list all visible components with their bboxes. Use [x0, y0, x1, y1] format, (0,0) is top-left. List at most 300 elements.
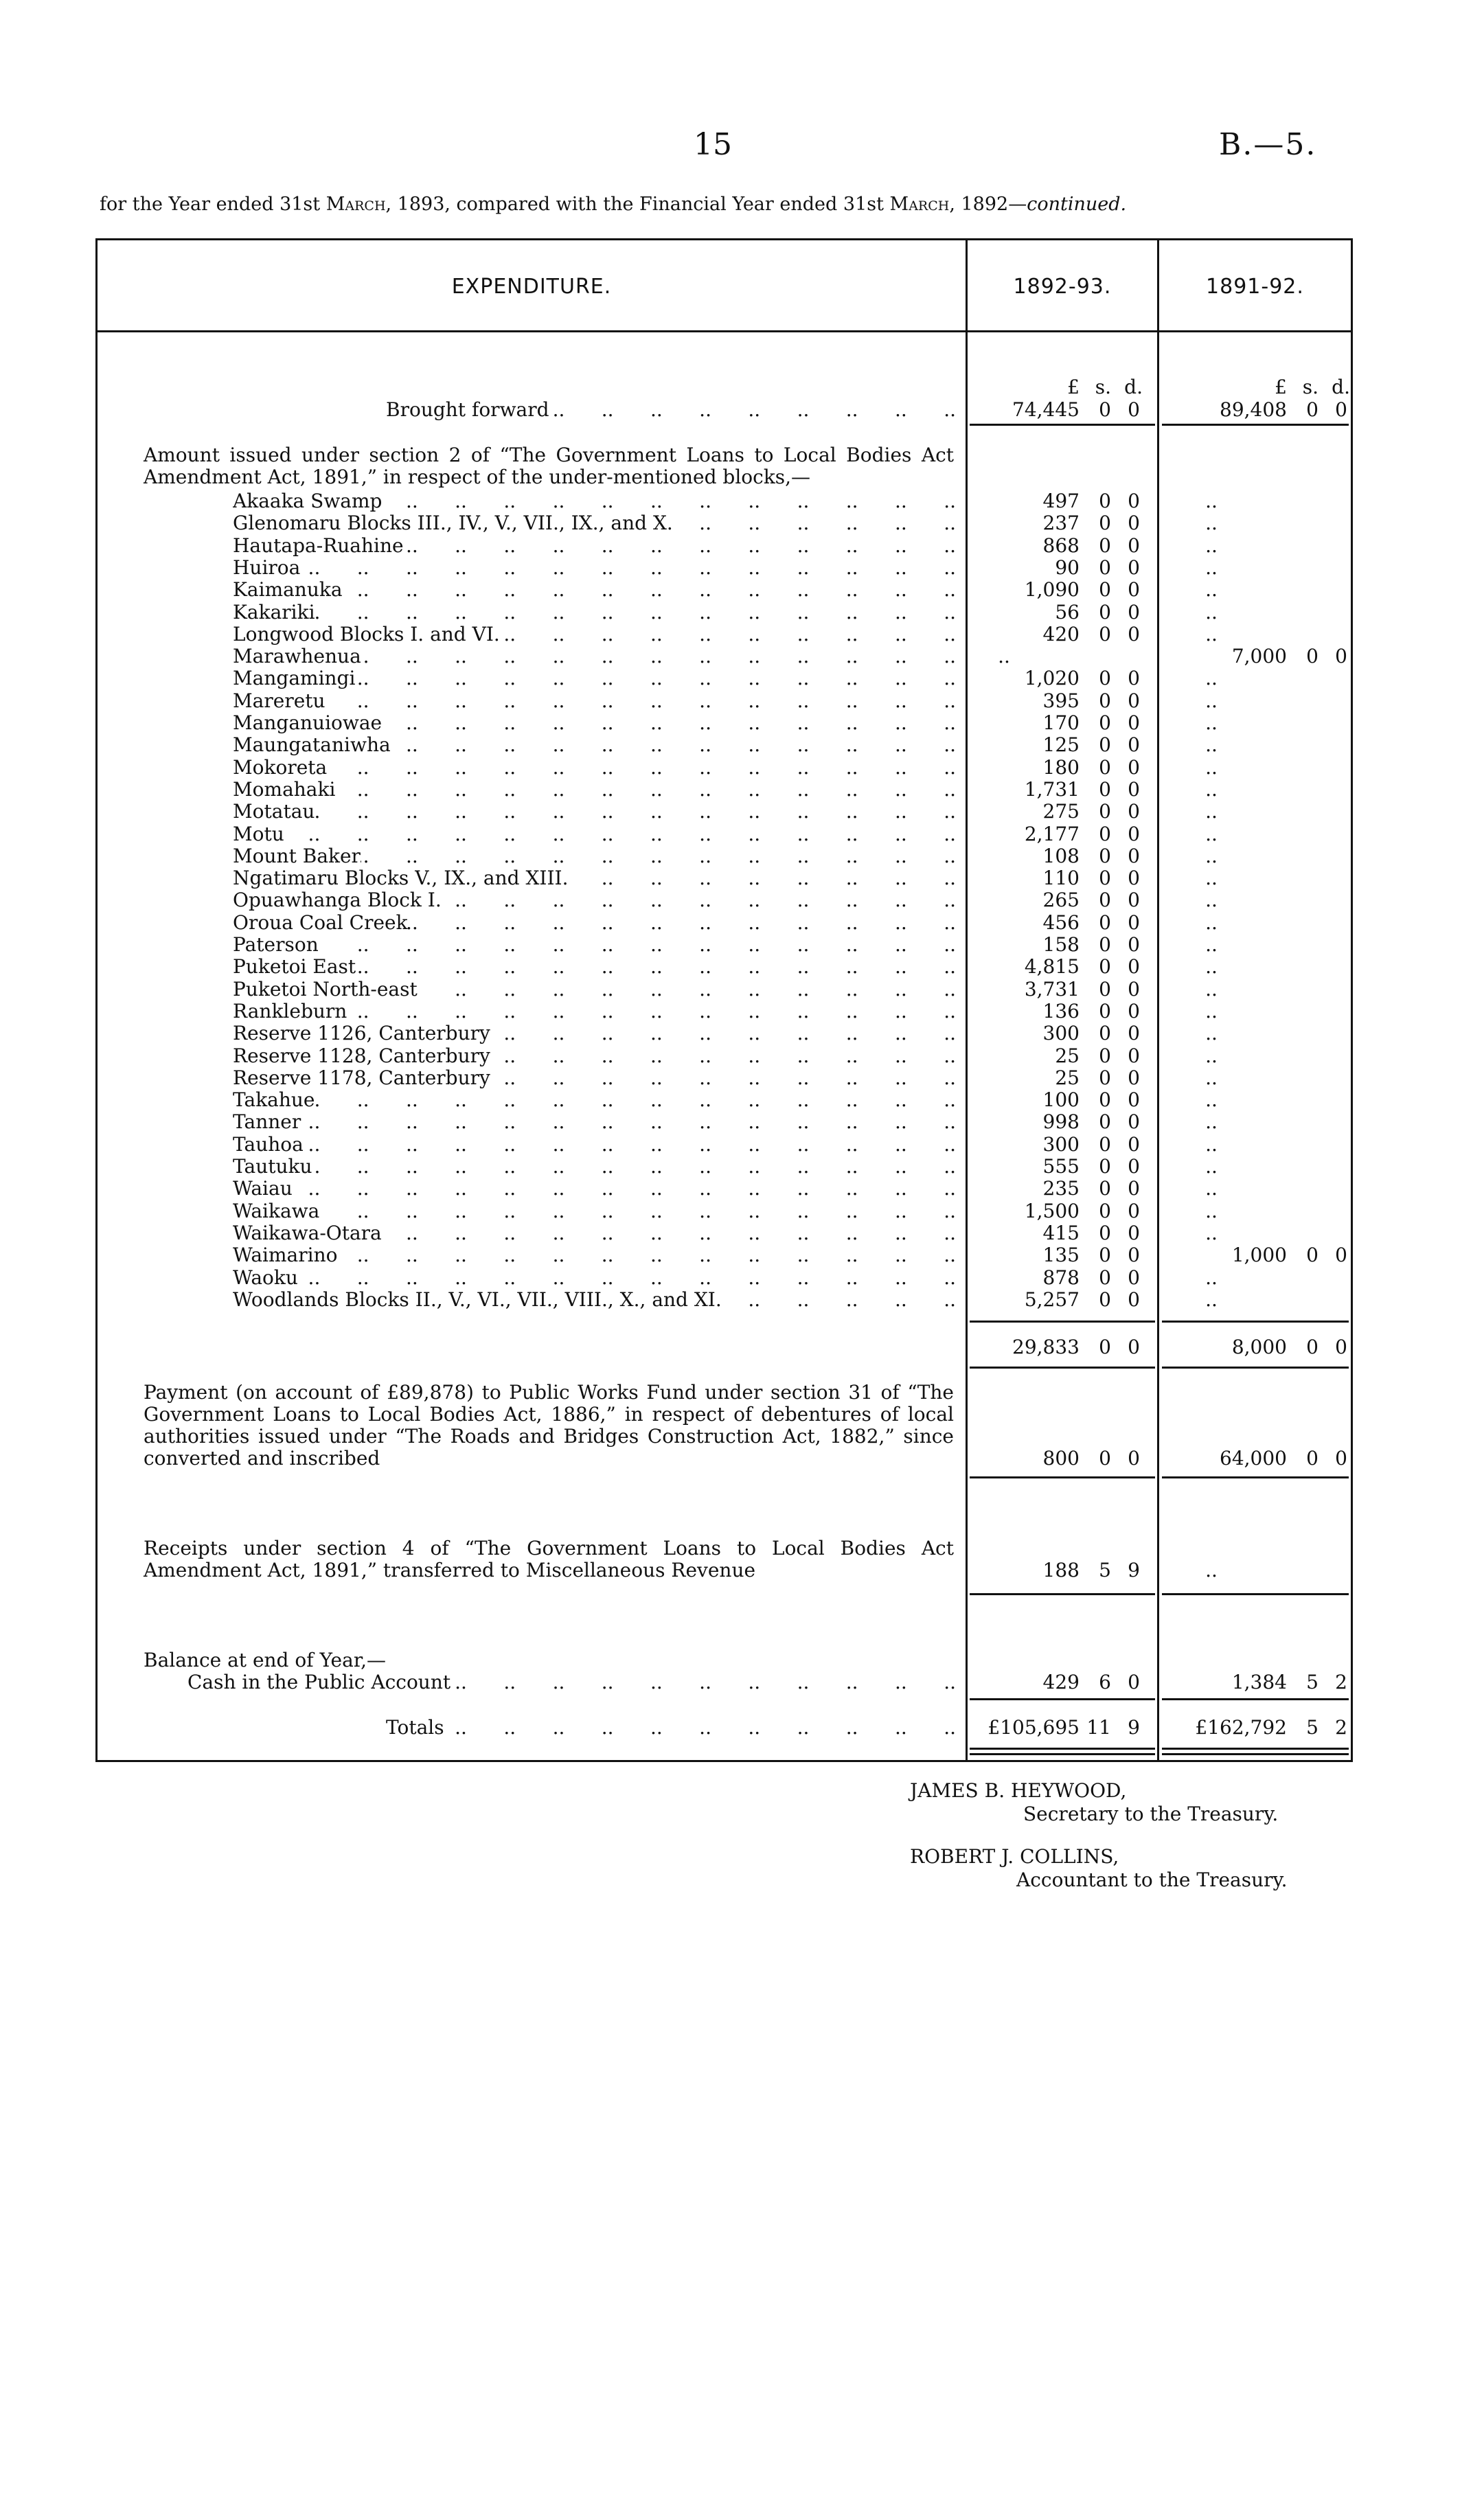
a-pence: 0 [1128, 777, 1140, 801]
a-pence: 0 [1128, 977, 1140, 1001]
row-label-text: Oroua Coal Creek [233, 911, 408, 934]
a-pounds: 100 [1042, 1088, 1080, 1112]
block-row [98, 1022, 1351, 1044]
row-label-text: Tautuku [233, 1156, 312, 1178]
row-label-text: Opuawhanga Block I. [233, 889, 442, 912]
block-row [98, 979, 1351, 1001]
signatory-title: Secretary to the Treasury. [1023, 1803, 1279, 1825]
b-pounds: 1,000 [1231, 1244, 1287, 1267]
a-pence: 0 [1128, 1066, 1140, 1089]
a-nil: .. [998, 645, 1010, 668]
b-nil: .. [1205, 1022, 1218, 1045]
dot-leader [335, 779, 956, 801]
b-pounds: 8,000 [1231, 1336, 1287, 1358]
balance-heading: Balance at end of Year,— [144, 1649, 387, 1671]
block-row [98, 823, 1351, 845]
dot-leader [312, 1156, 956, 1178]
b-nil: .. [1205, 822, 1218, 845]
a-pounds: 1,731 [1024, 777, 1080, 801]
block-row [98, 1156, 1351, 1178]
dot-leader [404, 535, 956, 557]
b-nil: .. [1205, 1155, 1218, 1178]
sum-rule [970, 1698, 1155, 1700]
subtitle-text: for the Year ended 31st [100, 194, 326, 215]
row-label [233, 956, 956, 978]
block-row [98, 602, 1351, 624]
dot-leader [319, 934, 956, 956]
row-label-text: Waikawa [233, 1200, 320, 1222]
a-pence: 0 [1128, 999, 1140, 1022]
row-label-text: Manganuiowae [233, 712, 383, 734]
payment-row [98, 1448, 1351, 1470]
b-nil: .. [1205, 1288, 1218, 1311]
dot-leader [382, 490, 956, 512]
a-shillings: 0 [1099, 1288, 1111, 1311]
b-shillings: 0 [1306, 645, 1319, 668]
row-label [386, 1717, 956, 1739]
block-row [98, 1089, 1351, 1111]
a-pounds: 395 [1042, 689, 1080, 712]
row-label-text: Mount Baker [233, 845, 361, 867]
b-nil: .. [1205, 667, 1218, 690]
a-pounds: 415 [1042, 1221, 1080, 1244]
dot-leader [301, 1111, 956, 1133]
subtitle-month: March [326, 194, 386, 215]
sum-rule [970, 424, 1155, 426]
row-label-text: Takahue [233, 1089, 315, 1112]
block-row [98, 934, 1351, 956]
b-shillings: 5 [1306, 1716, 1319, 1739]
a-pence: 0 [1128, 490, 1140, 512]
block-row [98, 1067, 1351, 1089]
a-pounds: 1,020 [1024, 667, 1080, 690]
sum-rule [970, 1367, 1155, 1369]
expenditure-table [95, 238, 1353, 1762]
row-label [233, 1156, 956, 1178]
a-shillings: 0 [1099, 1199, 1111, 1222]
row-label [233, 779, 956, 801]
row-label-text: Maungataniwha [233, 734, 391, 757]
b-shillings: 0 [1306, 398, 1319, 421]
dot-leader [408, 912, 956, 934]
a-pounds: 456 [1042, 911, 1080, 934]
a-pounds: 135 [1042, 1244, 1080, 1267]
sum-rule [1162, 1321, 1349, 1323]
b-nil: .. [1205, 600, 1218, 624]
unit-pence: d. [1124, 376, 1143, 398]
payment-text: Payment (on account of £89,878) to Public Works Fund under section 31 of “The Government Loans to Local Bodies Act, 1886,” in respect of debentures of local authorities issued under “The Roads and Bridges Construction Act, 1882,” since converted and inscribed [144, 1381, 954, 1470]
dot-leader [356, 956, 956, 978]
dot-leader [347, 1001, 956, 1022]
row-label [233, 1244, 956, 1266]
unit-shillings: s. [1302, 376, 1319, 398]
b-pence: 0 [1335, 645, 1347, 668]
dot-leader [355, 667, 956, 689]
dot-leader [490, 1067, 956, 1089]
dot-leader [298, 1267, 956, 1289]
row-label-text: Puketoi East [233, 956, 356, 979]
dot-leader [319, 1200, 956, 1222]
row-label-text: Waikawa-Otara [233, 1222, 382, 1244]
row-label [233, 624, 956, 645]
a-shillings: 0 [1099, 867, 1111, 890]
row-label-text: Ngatimaru Blocks V., IX., and XIII. [233, 867, 569, 890]
a-pounds: 56 [1055, 600, 1080, 624]
row-label-text: Rankleburn [233, 1000, 347, 1022]
a-pounds: 235 [1042, 1177, 1080, 1200]
dot-leader [315, 801, 956, 823]
block-row [98, 1001, 1351, 1022]
row-label [233, 1267, 956, 1289]
a-shillings: 5 [1099, 1559, 1111, 1581]
row-label [233, 712, 956, 734]
document-reference: B.—5. [1219, 127, 1317, 162]
b-shillings: 5 [1306, 1671, 1319, 1693]
a-shillings: 0 [1099, 622, 1111, 645]
row-label [233, 1289, 956, 1311]
row-label [233, 734, 956, 756]
b-nil: .. [1205, 889, 1218, 912]
sum-rule [98, 1760, 1351, 1762]
row-label [386, 399, 956, 421]
a-pounds: 3,731 [1024, 977, 1080, 1001]
a-shillings: 0 [1099, 933, 1111, 956]
dot-leader [568, 867, 956, 889]
block-row [98, 801, 1351, 823]
row-label-text: Waoku [233, 1266, 298, 1289]
row-label [233, 867, 956, 889]
a-pounds: 265 [1042, 889, 1080, 912]
row-label-text: Brought forward [386, 399, 549, 421]
a-shillings: 0 [1099, 1022, 1111, 1045]
b-pence: 0 [1335, 1336, 1347, 1358]
header-expenditure: EXPENDITURE. [451, 275, 612, 299]
a-shillings: 0 [1099, 733, 1111, 757]
subtitle-continued: continued. [1027, 194, 1127, 215]
b-nil: .. [1205, 1132, 1218, 1156]
a-shillings: 0 [1099, 1177, 1111, 1200]
dot-leader [361, 845, 956, 867]
row-label [233, 801, 956, 823]
a-pence: 0 [1128, 1199, 1140, 1222]
b-nil: .. [1205, 777, 1218, 801]
dot-leader [444, 1717, 956, 1739]
row-label-text: Huiroa [233, 556, 301, 579]
a-shillings: 0 [1099, 755, 1111, 779]
block-row [98, 889, 1351, 911]
sum-rule [1162, 1476, 1349, 1478]
a-pounds: 878 [1042, 1266, 1080, 1289]
blocks-subtotal-row [98, 1336, 1351, 1358]
b-nil: .. [1205, 711, 1218, 734]
row-label-text: Waiau [233, 1178, 293, 1200]
row-label [233, 912, 956, 934]
a-pounds: 1,090 [1024, 578, 1080, 602]
a-pence: 0 [1128, 1336, 1140, 1358]
row-label [233, 1067, 956, 1089]
block-row [98, 557, 1351, 579]
a-pounds: 158 [1042, 933, 1080, 956]
b-nil: .. [1205, 1221, 1218, 1244]
b-pounds: 7,000 [1231, 645, 1287, 668]
block-row [98, 1222, 1351, 1244]
a-shillings: 0 [1099, 1044, 1111, 1067]
row-label-text: Akaaka Swamp [233, 490, 383, 512]
b-shillings: 0 [1306, 1336, 1319, 1358]
sum-rule [970, 1476, 1155, 1478]
a-pence: 0 [1128, 578, 1140, 602]
a-pence: 0 [1128, 667, 1140, 690]
row-label-text: Waimarino [233, 1244, 338, 1267]
a-pounds: 300 [1042, 1022, 1080, 1045]
dot-leader [382, 1222, 956, 1244]
a-shillings: 0 [1099, 977, 1111, 1001]
row-label [233, 1089, 956, 1111]
a-shillings: 0 [1099, 600, 1111, 624]
row-label [233, 1022, 956, 1044]
a-shillings: 0 [1099, 689, 1111, 712]
b-pence: 0 [1335, 1244, 1347, 1267]
a-shillings: 0 [1099, 490, 1111, 512]
row-label-text: Reserve 1126, Canterbury [233, 1022, 490, 1045]
a-shillings: 0 [1099, 1110, 1111, 1134]
a-shillings: 0 [1099, 777, 1111, 801]
a-shillings: 0 [1099, 955, 1111, 979]
table-subtitle [100, 194, 1126, 215]
row-label [233, 490, 956, 512]
row-label [233, 602, 956, 624]
b-pounds: £162,792 [1195, 1716, 1287, 1739]
sum-rule [970, 1593, 1155, 1595]
receipts-row [98, 1559, 1351, 1581]
row-label-text: Reserve 1178, Canterbury [233, 1066, 490, 1089]
dot-leader [442, 889, 956, 911]
row-label-text: Longwood Blocks I. and VI. [233, 623, 500, 645]
row-label-text: Momahaki [233, 778, 336, 801]
unit-pence: d. [1332, 376, 1350, 398]
b-nil: .. [1205, 1266, 1218, 1289]
row-label [233, 1200, 956, 1222]
block-row [98, 757, 1351, 779]
unit-shillings: s. [1095, 376, 1111, 398]
a-pence: 0 [1128, 1132, 1140, 1156]
receipts-text: Receipts under section 4 of “The Government Loans to Local Bodies Act Amendment Act, 1891,” transferred to Miscellaneous Revenue [144, 1537, 954, 1581]
dot-leader [490, 1022, 956, 1044]
b-pence: 0 [1335, 398, 1347, 421]
b-nil: .. [1205, 556, 1218, 579]
a-pounds: £105,695 [988, 1716, 1080, 1739]
unit-pounds: £ [1275, 376, 1287, 398]
b-pence: 2 [1335, 1671, 1347, 1693]
unit-pounds: £ [1067, 376, 1080, 398]
a-pounds: 2,177 [1024, 822, 1080, 845]
a-pence: 0 [1128, 733, 1140, 757]
row-label [233, 1001, 956, 1022]
sum-rule [1162, 1698, 1349, 1700]
block-row [98, 1289, 1351, 1311]
b-nil: .. [1205, 1199, 1218, 1222]
a-shillings: 0 [1099, 711, 1111, 734]
a-pence: 0 [1128, 1044, 1140, 1067]
a-pounds: 5,257 [1024, 1288, 1080, 1311]
a-pounds: 136 [1042, 999, 1080, 1022]
row-label-text: Hautapa-Ruahine [233, 534, 404, 557]
a-pounds: 108 [1042, 844, 1080, 867]
a-pence: 0 [1128, 1022, 1140, 1045]
block-row [98, 535, 1351, 557]
b-nil: .. [1205, 844, 1218, 867]
a-pence: 0 [1128, 600, 1140, 624]
a-shillings: 0 [1099, 911, 1111, 934]
a-pence: 0 [1128, 800, 1140, 823]
sum-rule [970, 1753, 1155, 1755]
block-row [98, 956, 1351, 978]
b-nil: .. [1205, 1088, 1218, 1112]
b-nil: .. [1205, 1559, 1218, 1581]
a-pence: 0 [1128, 1447, 1140, 1470]
a-pence: 9 [1128, 1559, 1140, 1581]
a-pounds: 420 [1042, 622, 1080, 645]
a-pounds: 170 [1042, 711, 1080, 734]
a-pence: 0 [1128, 755, 1140, 779]
row-label [233, 1111, 956, 1133]
sum-rule [1162, 1753, 1349, 1755]
a-pence: 0 [1128, 512, 1140, 535]
a-pounds: 237 [1042, 512, 1080, 535]
a-pence: 0 [1128, 1221, 1140, 1244]
b-nil: .. [1205, 977, 1218, 1001]
brought-forward-row [98, 399, 1351, 421]
a-pence: 0 [1128, 822, 1140, 845]
header-rule [98, 330, 1351, 332]
dot-leader [315, 1089, 957, 1111]
row-label [233, 1222, 956, 1244]
a-pounds: 429 [1042, 1671, 1080, 1693]
b-nil: .. [1205, 999, 1218, 1022]
a-pounds: 497 [1042, 490, 1080, 512]
row-label-text: Motu [233, 823, 284, 845]
a-pence: 0 [1128, 1177, 1140, 1200]
a-pence: 0 [1128, 1244, 1140, 1267]
row-label-text: Totals [386, 1717, 444, 1739]
a-pounds: 180 [1042, 755, 1080, 779]
a-shillings: 0 [1099, 512, 1111, 535]
block-row [98, 1134, 1351, 1156]
a-pence: 0 [1128, 1088, 1140, 1112]
dot-leader [300, 557, 956, 579]
a-shillings: 0 [1099, 822, 1111, 845]
block-row [98, 734, 1351, 756]
b-nil: .. [1205, 755, 1218, 779]
b-pence: 2 [1335, 1716, 1347, 1739]
sum-rule [1162, 1593, 1349, 1595]
row-label [233, 690, 956, 712]
row-label [233, 1134, 956, 1156]
row-label-text: Paterson [233, 934, 319, 956]
b-nil: .. [1205, 1177, 1218, 1200]
signatory-title: Accountant to the Treasury. [1016, 1869, 1288, 1891]
dot-leader [500, 624, 956, 645]
row-label-text: Mokoreta [233, 756, 328, 779]
b-pounds: 89,408 [1220, 398, 1287, 421]
a-shillings: 0 [1099, 1336, 1111, 1358]
row-label-text: Cash in the Public Account [187, 1671, 451, 1693]
a-pence: 0 [1128, 711, 1140, 734]
block-row [98, 512, 1351, 534]
b-nil: .. [1205, 534, 1218, 557]
row-label-text: Kakariki [233, 601, 315, 624]
b-pence: 0 [1335, 1447, 1347, 1470]
a-shillings: 0 [1099, 398, 1111, 421]
a-shillings: 0 [1099, 578, 1111, 602]
row-label [233, 889, 956, 911]
sum-rule [970, 1748, 1155, 1750]
row-label-text: Kaimanuka [233, 579, 343, 602]
a-pounds: 800 [1042, 1447, 1080, 1470]
a-pence: 0 [1128, 844, 1140, 867]
a-pounds: 90 [1055, 556, 1080, 579]
a-shillings: 0 [1099, 1155, 1111, 1178]
row-label [233, 667, 956, 689]
b-nil: .. [1205, 800, 1218, 823]
block-row [98, 645, 1351, 667]
block-row [98, 690, 1351, 712]
block-row [98, 845, 1351, 867]
b-nil: .. [1205, 512, 1218, 535]
b-nil: .. [1205, 867, 1218, 890]
a-shillings: 11 [1086, 1716, 1111, 1739]
dot-leader [450, 1671, 956, 1693]
dot-leader [391, 734, 956, 756]
row-label [233, 512, 956, 534]
dot-leader [304, 1134, 956, 1156]
b-nil: .. [1205, 490, 1218, 512]
a-pence: 0 [1128, 556, 1140, 579]
b-nil: .. [1205, 933, 1218, 956]
block-row [98, 1178, 1351, 1200]
a-pounds: 4,815 [1024, 955, 1080, 979]
row-label [233, 579, 956, 601]
dot-leader [490, 1045, 956, 1067]
block-row [98, 712, 1351, 734]
a-pounds: 25 [1055, 1044, 1080, 1067]
dot-leader [293, 1178, 956, 1200]
a-shillings: 0 [1099, 800, 1111, 823]
a-pence: 0 [1128, 1266, 1140, 1289]
a-shillings: 0 [1099, 1132, 1111, 1156]
a-pounds: 868 [1042, 534, 1080, 557]
sum-rule [1162, 1367, 1349, 1369]
a-pence: 0 [1128, 689, 1140, 712]
block-row [98, 1200, 1351, 1222]
subtitle-month: March [889, 194, 950, 215]
b-nil: .. [1205, 1066, 1218, 1089]
block-row [98, 1045, 1351, 1067]
b-nil: .. [1205, 1044, 1218, 1067]
dot-leader [337, 1244, 956, 1266]
a-shillings: 0 [1099, 534, 1111, 557]
a-pence: 9 [1128, 1716, 1140, 1739]
a-pounds: 25 [1055, 1066, 1080, 1089]
b-nil: .. [1205, 733, 1218, 757]
a-pence: 0 [1128, 1155, 1140, 1178]
a-pence: 0 [1128, 911, 1140, 934]
row-label [187, 1671, 956, 1693]
row-label [233, 645, 956, 667]
block-row [98, 624, 1351, 645]
dot-leader [361, 645, 956, 667]
a-pence: 0 [1128, 398, 1140, 421]
